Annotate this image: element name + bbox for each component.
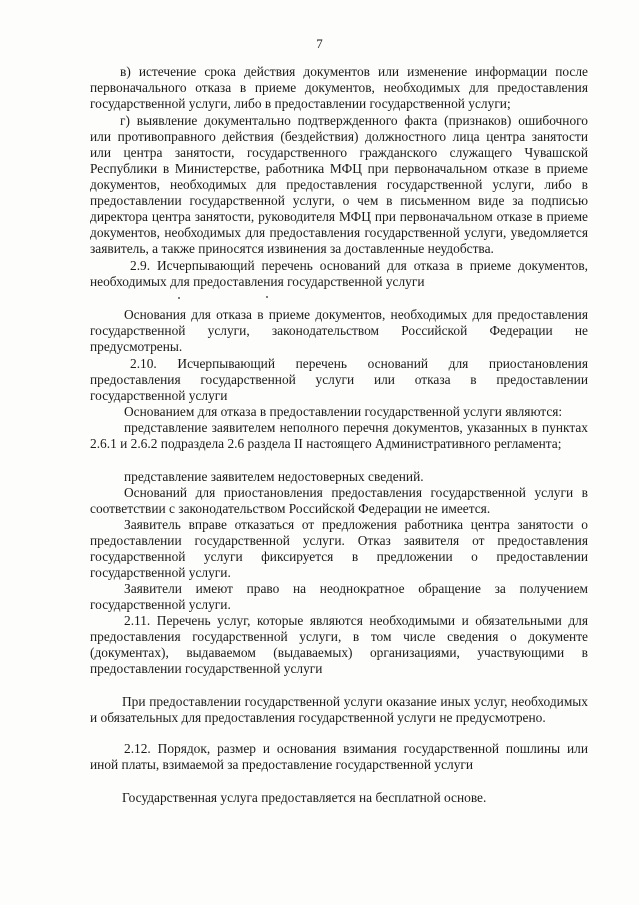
section-heading-2-11: 2.11. Перечень услуг, которые являются необходимыми и обязательными для предоставления государственной услуги, в том числе сведения о документе (документах), выдаваемом (выдаваемых) организациями, участвующими в предоставлении государственной услуги [90, 613, 588, 676]
paragraph-item-v: в) истечение срока действия документов или изменение информации после первоначального отказа в приеме документов, необходимых для предоставления государственной услуги, либо в предоставлении государственной услуги; [90, 64, 588, 111]
section-heading-2-12: 2.12. Порядок, размер и основания взимания государственной пошлины или иной платы, взимаемой за предоставление государственной услуги [90, 741, 588, 772]
scan-speck [178, 297, 180, 299]
paragraph-item-g: г) выявление документально подтвержденного факта (признаков) ошибочного или противоправного действия (бездействия) должностного лица центра занятости или центра занятости, государственного гражданского служащего Чувашской Республики в Министерстве, работника МФЦ при первоначальном отказе в приеме документов, необходимых для предоставления государственной услуги, либо в предоставлении государственной услуги, о чем в письменном виде за подписью директора центра занятости, руководителя МФЦ при первоначальном отказе в приеме документов, необходимых для предоставления государственной услуги, уведомляется заявитель, а также приносятся извинения за доставленные неудобства. [90, 113, 588, 256]
paragraph-no-other-services: При предоставлении государственной услуги оказание иных услуг, необходимых и обязательных для предоставления государственной услуги не предусмотрено. [90, 694, 588, 725]
paragraph-free-of-charge: Государственная услуга предоставляется на бесплатной основе. [122, 790, 487, 805]
paragraph-incomplete-documents: представление заявителем неполного перечня документов, указанных в пунктах 2.6.1 и 2.6.2 подраздела 2.6 раздела II настоящего Административного регламента; [90, 420, 588, 451]
section-heading-2-10: 2.10. Исчерпывающий перечень оснований для приостановления предоставления государственной услуги или отказа в предоставлении государственной услуги [90, 356, 588, 403]
paragraph-false-information: представление заявителем недостоверных сведений. [124, 469, 424, 484]
section-heading-2-9: 2.9. Исчерпывающий перечень оснований для отказа в приеме документов, необходимых для предоставления государственной услуги [90, 258, 588, 289]
paragraph-grounds-refusal-intro: Основанием для отказа в предоставлении государственной услуги являются: [124, 404, 563, 419]
page-number: 7 [316, 36, 323, 51]
paragraph-repeat-request: Заявители имеют право на неоднократное обращение за получением государственной услуги. [90, 581, 588, 612]
scan-speck [266, 296, 268, 298]
paragraph-applicant-refusal: Заявитель вправе отказаться от предложения работника центра занятости о предоставлении государственной услуги. Отказ заявителя от предоставления государственной услуги фиксируется в предложении о предоставлении государственной услуги. [90, 517, 588, 580]
paragraph-no-suspension-grounds: Оснований для приостановления предоставления государственной услуги в соответствии с законодательством Российской Федерации не имеется. [90, 485, 588, 516]
paragraph-grounds-refusal-documents: Основания для отказа в приеме документов, необходимых для предоставления государственной услуги, законодательством Российской Федерации не предусмотрены. [90, 307, 588, 354]
